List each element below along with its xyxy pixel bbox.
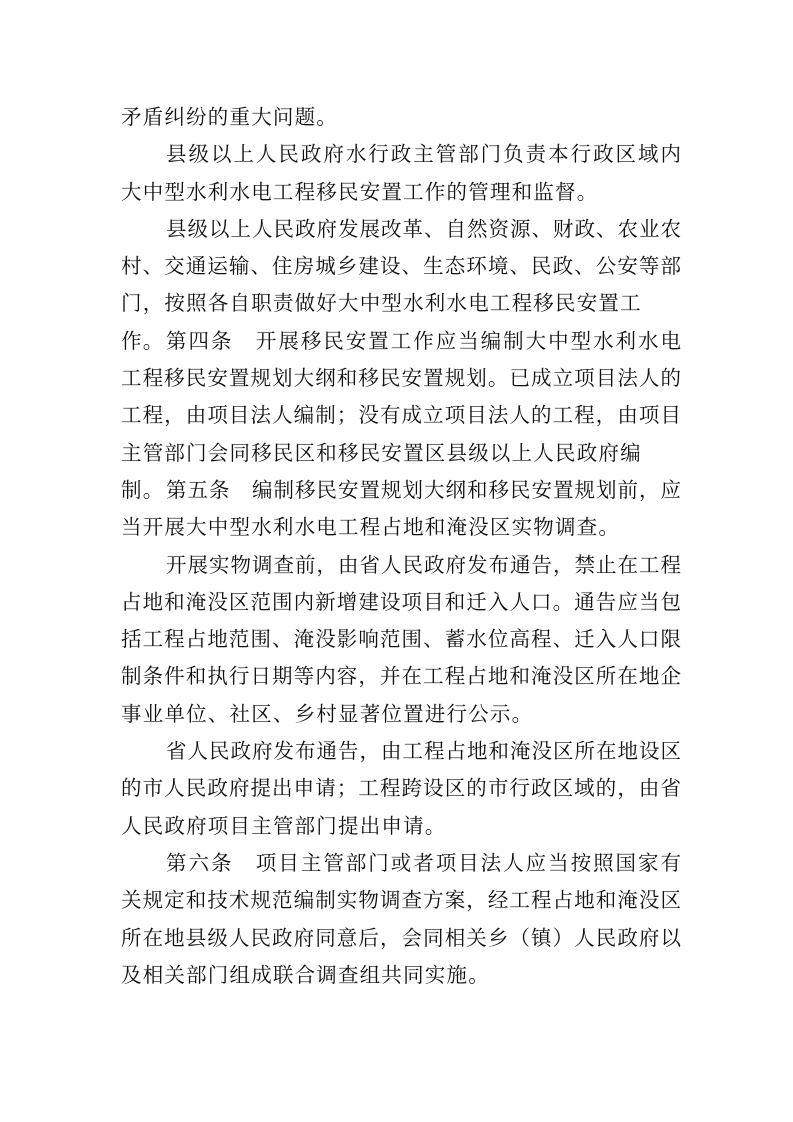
text-line: 县级以上人民政府水行政主管部门负责本行政区域内 (166, 142, 681, 167)
paragraph (121, 472, 681, 547)
paragraph (121, 136, 681, 211)
text-line: 村、交通运输、住房城乡建设、生态环境、民政、公安等部 (121, 254, 681, 279)
text-line: 省人民政府发布通告，由工程占地和淹没区所在地设区 (166, 739, 681, 764)
text-line: 第五条 编制移民安置规划大纲和移民安置规划前，应 (166, 477, 681, 502)
paragraph (121, 845, 681, 994)
text-line: 大中型水利水电工程移民安置工作的管理和监督。 (121, 179, 599, 204)
paragraph (121, 733, 681, 845)
text-line: 当开展大中型水利水电工程占地和淹没区实物调查。 (121, 515, 621, 540)
text-line: 事业单位、社区、乡村显著位置进行公示。 (121, 701, 534, 726)
text-line: 门，按照各自职责做好大中型水利水电工程移民安置工作。 (121, 291, 642, 353)
text-line: 开展实物调查前，由省人民政府发布通告，禁止在工程 (166, 552, 681, 577)
text-line: 关规定和技术规范编制实物调查方案，经工程占地和淹没区 (121, 888, 681, 913)
text-line: 县级以上人民政府发展改革、自然资源、财政、农业农 (166, 216, 681, 241)
paragraph (121, 547, 681, 733)
text-line: 矛盾纠纷的重大问题。 (121, 105, 338, 129)
text-line: 工程，由项目法人编制；没有成立项目法人的工程，由项目 (121, 403, 681, 428)
text-line: 所在地县级人民政府同意后，会同相关乡（镇）人民政府以 (121, 925, 681, 950)
text-line: 制条件和执行日期等内容，并在工程占地和淹没区所在地企 (121, 664, 681, 689)
text-line: 主管部门会同移民区和移民安置区县级以上人民政府编制。 (121, 440, 642, 502)
text-line: 及相关部门组成联合调查组共同实施。 (121, 962, 490, 987)
document-page (121, 99, 681, 994)
text-line: 人民政府项目主管部门提出申请。 (121, 813, 447, 838)
text-line: 工程移民安置规划大纲和移民安置规划。已成立项目法人的 (121, 366, 681, 391)
text-line: 第六条 项目主管部门或者项目法人应当按照国家有 (166, 850, 681, 875)
text-line: 第四条 开展移民安置工作应当编制大中型水利水电 (166, 328, 681, 353)
text-line: 占地和淹没区范围内新增建设项目和迁入人口。通告应当包 (121, 589, 681, 614)
text-line: 括工程占地范围、淹没影响范围、蓄水位高程、迁入人口限 (121, 627, 681, 652)
text-line: 的市人民政府提出申请；工程跨设区的市行政区域的，由省 (121, 776, 681, 801)
paragraph (121, 99, 681, 136)
